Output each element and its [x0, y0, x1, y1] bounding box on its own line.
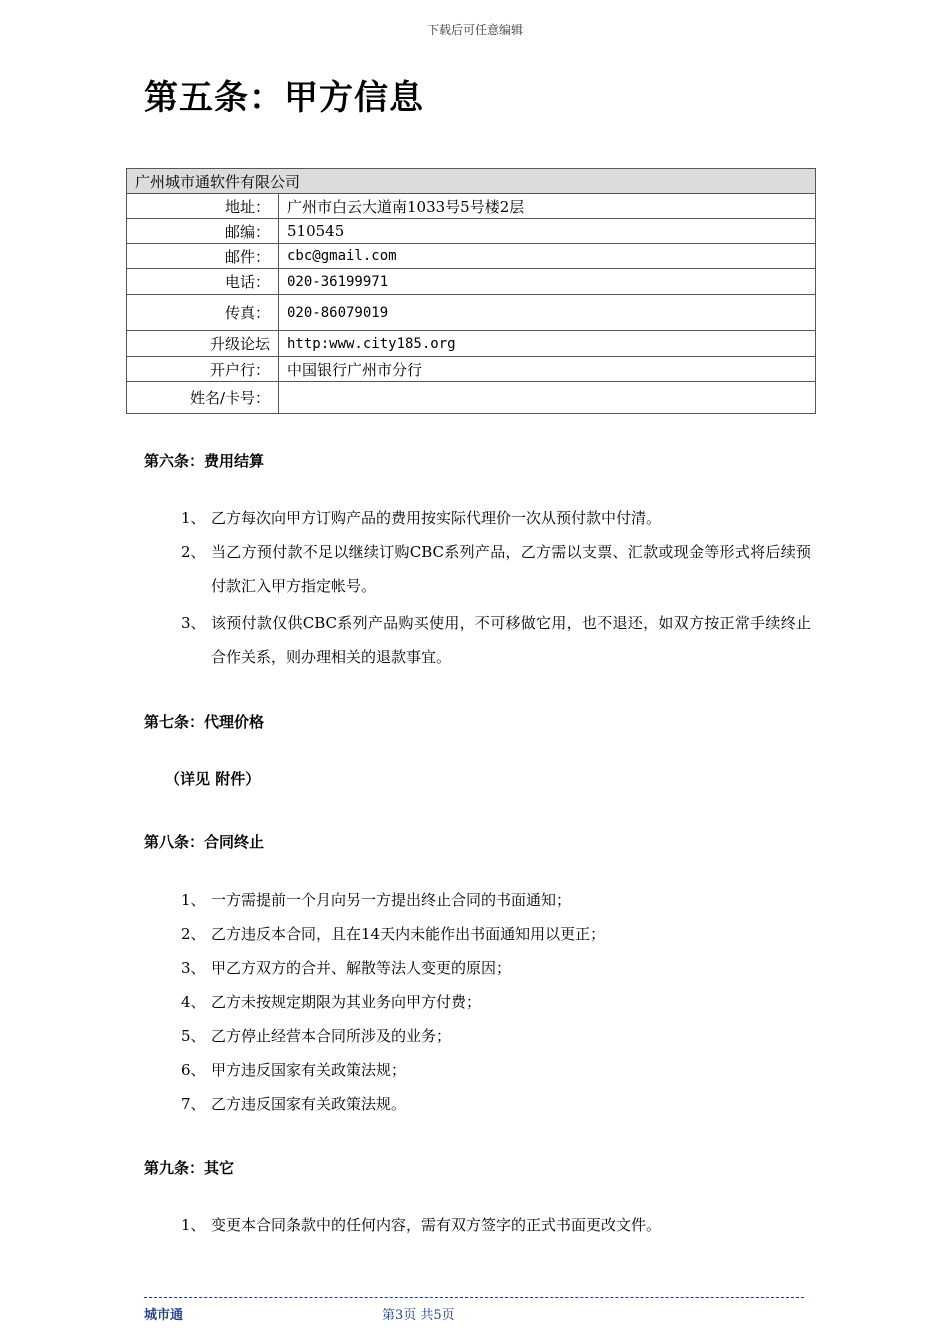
address-value: 广州市白云大道南1033号5号楼2层	[279, 194, 816, 219]
bank-value: 中国银行广州市分行	[279, 357, 816, 382]
list-item	[181, 1087, 811, 1121]
item-number: 3、	[181, 614, 206, 632]
list-item	[181, 501, 811, 535]
header-note: 下载后可任意编辑	[426, 23, 523, 37]
list-item	[181, 883, 811, 917]
item-text: 乙方每次向甲方订购产品的费用按实际代理价一次从预付款中付清。	[211, 509, 662, 527]
phone-label: 电话：	[127, 269, 279, 295]
article5-title: 第五条：甲方信息	[144, 78, 424, 118]
list-item	[181, 951, 811, 985]
item-number: 7、	[181, 1095, 206, 1113]
forum-label: 升级论坛	[127, 331, 279, 357]
item-number: 4、	[181, 993, 206, 1011]
fax-label: 传真：	[127, 295, 279, 331]
article6-title: 第六条：费用结算	[144, 452, 265, 470]
postcode-value: 510545	[279, 219, 816, 244]
company-row	[127, 169, 816, 194]
list-item	[181, 917, 811, 951]
card-value	[279, 382, 816, 414]
table-row	[127, 194, 816, 219]
item-text: 变更本合同条款中的任何内容，需有双方签字的正式书面更改文件。	[211, 1216, 662, 1234]
item-number: 2、	[181, 543, 206, 561]
item-text: 甲方违反国家有关政策法规；	[211, 1061, 407, 1079]
list-item	[181, 1208, 811, 1242]
item-text: 甲乙方双方的合并、解散等法人变更的原因；	[211, 959, 512, 977]
article8-title: 第八条：合同终止	[144, 833, 265, 851]
article7-note: （详见 附件）	[165, 770, 261, 788]
item-number: 6、	[181, 1061, 206, 1079]
company-info-table	[126, 168, 816, 414]
page-number: 第3页 共5页	[382, 1308, 455, 1323]
email-label: 邮件：	[127, 244, 279, 269]
item-text: 乙方违反国家有关政策法规。	[211, 1095, 407, 1113]
company-name: 广州城市通软件有限公司	[127, 169, 816, 194]
postcode-label: 邮编：	[127, 219, 279, 244]
item-text: 乙方违反本合同，且在14天内未能作出书面通知用以更正；	[211, 925, 606, 943]
list-item	[181, 985, 811, 1019]
table-row	[127, 244, 816, 269]
item-text: 乙方停止经营本合同所涉及的业务；	[211, 1027, 452, 1045]
address-label: 地址：	[127, 194, 279, 219]
item-number: 1、	[181, 891, 206, 909]
forum-value: http:www.city185.org	[279, 331, 816, 357]
table-row	[127, 382, 816, 414]
footer-brand: 城市通	[144, 1308, 184, 1323]
phone-value: 020-36199971	[279, 269, 816, 295]
email-value: cbc@gmail.com	[279, 244, 816, 269]
item-text: 当乙方预付款不足以继续订购CBC系列产品，乙方需以支票、汇款或现金等形式将后续预付款汇入甲方指定帐号。	[211, 543, 811, 595]
table-row	[127, 219, 816, 244]
article9-title: 第九条：其它	[144, 1159, 235, 1177]
item-text: 一方需提前一个月向另一方提出终止合同的书面通知；	[211, 891, 572, 909]
item-number: 2、	[181, 925, 206, 943]
table-row	[127, 331, 816, 357]
item-number: 1、	[181, 509, 206, 527]
fax-value: 020-86079019	[279, 295, 816, 331]
item-number: 3、	[181, 959, 206, 977]
list-item	[181, 1053, 811, 1087]
table-row	[127, 269, 816, 295]
article7-title: 第七条：代理价格	[144, 713, 265, 731]
list-item	[181, 606, 811, 674]
list-item	[181, 535, 811, 603]
item-number: 1、	[181, 1216, 206, 1234]
item-number: 5、	[181, 1027, 206, 1045]
item-text: 该预付款仅供CBC系列产品购买使用，不可移做它用，也不退还，如双方按正常手续终止合作关系，则办理相关的退款事宜。	[211, 614, 811, 666]
card-label: 姓名/卡号：	[127, 382, 279, 414]
table-row	[127, 295, 816, 331]
table-row	[127, 357, 816, 382]
bank-label: 开户行：	[127, 357, 279, 382]
list-item	[181, 1019, 811, 1053]
footer-divider	[144, 1297, 804, 1298]
item-text: 乙方未按规定期限为其业务向甲方付费；	[211, 993, 482, 1011]
